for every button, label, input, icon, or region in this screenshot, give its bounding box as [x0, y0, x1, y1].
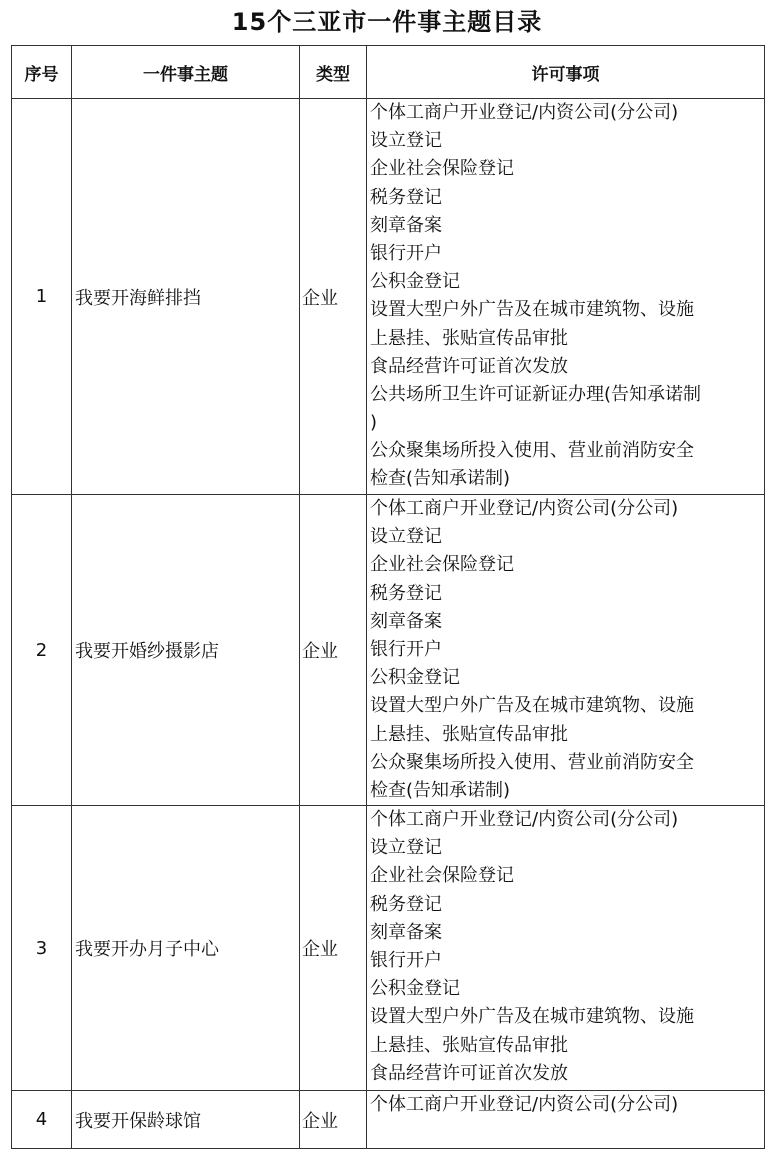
document-title: 15个三亚市一件事主题目录: [231, 8, 543, 36]
permit-item: 企业社会保险登记: [370, 865, 514, 887]
permit-item: 公积金登记: [370, 978, 460, 1000]
permit-item: 税务登记: [370, 186, 442, 208]
permit-item: 设立登记: [370, 526, 442, 548]
row-index: 2: [12, 495, 72, 806]
row-type: 企业: [300, 99, 367, 495]
row-permit-items: [367, 806, 765, 1091]
header-theme: 一件事主题: [72, 46, 300, 99]
row-theme: 我要开海鲜排挡: [72, 99, 300, 495]
row-type: 企业: [300, 495, 367, 806]
permit-item: 上悬挂、张贴宣传品审批: [370, 327, 568, 349]
row-index: 3: [12, 806, 72, 1091]
permit-item: 企业社会保险登记: [370, 158, 514, 180]
permit-item: 刻章备案: [370, 610, 442, 632]
permit-item: 个体工商户开业登记/内资公司(分公司): [370, 809, 679, 831]
permit-item: 个体工商户开业登记/内资公司(分公司): [370, 1094, 679, 1116]
row-theme: 我要开办月子中心: [72, 806, 300, 1091]
permit-item: 公积金登记: [370, 667, 460, 689]
permit-item: 刻章备案: [370, 214, 442, 236]
table-header-row: [12, 46, 765, 99]
header-items: 许可事项: [367, 46, 765, 99]
permit-item: 公积金登记: [370, 271, 460, 293]
permit-item: 企业社会保险登记: [370, 554, 514, 576]
row-permit-items: [367, 495, 765, 806]
table-row: [12, 806, 765, 1091]
permit-item: 设立登记: [370, 130, 442, 152]
permit-item: 银行开户: [370, 242, 442, 264]
permit-item: 设置大型户外广告及在城市建筑物、设施: [370, 695, 694, 717]
row-permit-items: [367, 1091, 765, 1149]
table-row: [12, 99, 765, 495]
permit-item: 税务登记: [370, 893, 442, 915]
row-permit-items: [367, 99, 765, 495]
permit-item: 银行开户: [370, 638, 442, 660]
permit-item: 公众聚集场所投入使用、营业前消防安全: [370, 751, 694, 773]
permit-item: 个体工商户开业登记/内资公司(分公司): [370, 102, 679, 123]
permit-item: 食品经营许可证首次发放: [370, 1062, 568, 1084]
row-index: 1: [12, 99, 72, 495]
permit-item: 银行开户: [370, 950, 442, 971]
theme-catalog-table: [11, 45, 765, 1149]
permit-item: 食品经营许可证首次发放: [370, 355, 568, 377]
row-index: 4: [12, 1091, 72, 1149]
table-row: [12, 1091, 765, 1149]
permit-item: 设置大型户外广告及在城市建筑物、设施: [370, 1006, 694, 1028]
permit-item: 刻章备案: [370, 921, 442, 943]
permit-item: 公共场所卫生许可证新证办理(告知承诺制: [370, 383, 702, 405]
header-index: 序号: [12, 46, 72, 99]
row-type: 企业: [300, 806, 367, 1091]
row-type: 企业: [300, 1091, 367, 1149]
row-theme: 我要开保龄球馆: [72, 1091, 300, 1149]
table-row: [12, 495, 765, 806]
row-theme: 我要开婚纱摄影店: [72, 495, 300, 806]
permit-item: 上悬挂、张贴宣传品审批: [370, 1034, 568, 1056]
permit-item: 检查(告知承诺制): [370, 468, 511, 490]
permit-item: 设置大型户外广告及在城市建筑物、设施: [370, 299, 694, 321]
permit-item: 检查(告知承诺制): [370, 779, 511, 801]
permit-item: 设立登记: [370, 837, 442, 859]
header-type: 类型: [300, 46, 367, 99]
permit-item: 个体工商户开业登记/内资公司(分公司): [370, 498, 679, 519]
permit-item: ): [370, 412, 378, 434]
permit-item: 税务登记: [370, 582, 442, 604]
permit-item: 公众聚集场所投入使用、营业前消防安全: [370, 440, 694, 462]
permit-item: 上悬挂、张贴宣传品审批: [370, 723, 568, 745]
